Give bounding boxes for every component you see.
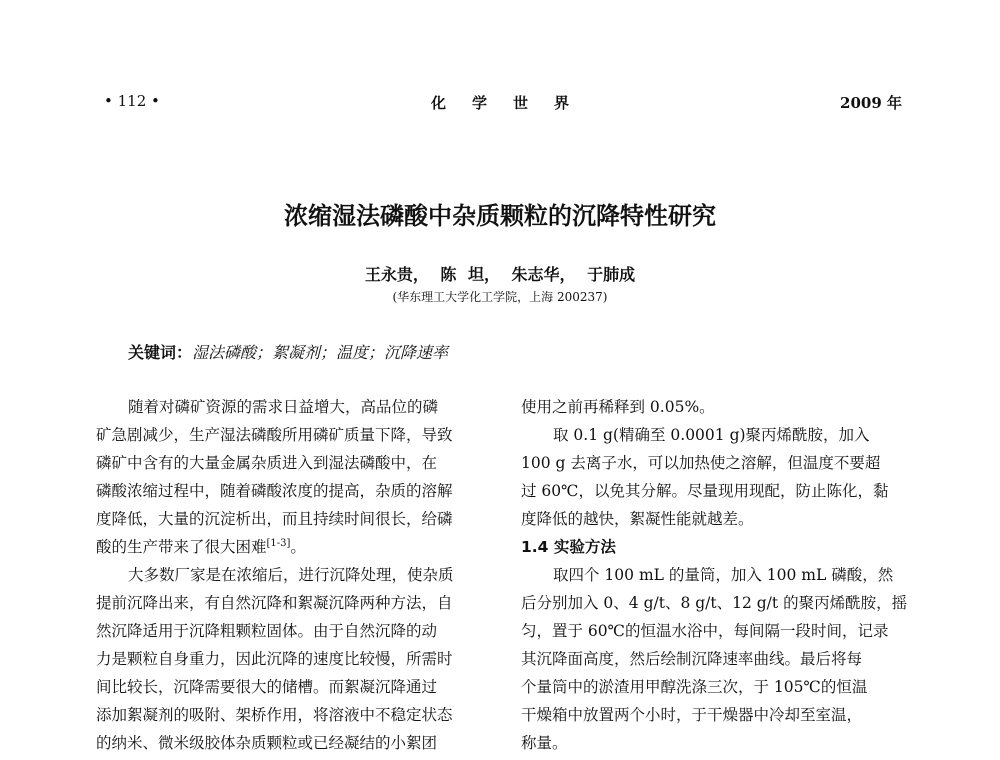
text-line: 矿急剧减少，生产湿法磷酸所用磷矿质量下降，导致 — [96, 426, 453, 444]
text-line: 大多数厂家是在浓缩后，进行沉降处理，使杂质 — [128, 566, 454, 584]
text-line: 干燥箱中放置两个小时，于干燥器中冷却至室温， — [521, 706, 863, 724]
paragraph-dilution — [521, 393, 906, 421]
text-line: 使用之前再稀释到 0.05%。 — [521, 398, 715, 416]
citation-ref: [1-3] — [266, 537, 291, 549]
left-column — [96, 393, 481, 757]
text-line: 添加絮凝剂的吸附、架桥作用，将溶液中不稳定状态 — [96, 706, 453, 724]
text-line: 的纳米、微米级胶体杂质颗粒或已经凝结的小絮团 — [96, 734, 438, 752]
text-line: 间比较长，沉降需要很大的储槽。而絮凝沉降通过 — [96, 678, 438, 696]
section-heading: 1.4 实验方法 — [521, 538, 616, 556]
affiliation: (华东理工大学化工学院，上海 200237) — [392, 290, 608, 304]
text-line: 100 g 去离子水，可以加热使之溶解，但温度不要超 — [521, 454, 881, 472]
page-number: • 112 • — [104, 92, 160, 110]
text-line: 提前沉降出来，有自然沉降和絮凝沉降两种方法，自 — [96, 594, 453, 612]
right-column — [521, 393, 906, 757]
text-line: 随着对磷矿资源的需求日益增大，高品位的磷 — [128, 398, 439, 416]
text-line: 取四个 100 mL 的量筒，加入 100 mL 磷酸，然 — [553, 566, 894, 584]
text-line: 然沉降适用于沉降粗颗粒固体。由于自然沉降的动 — [96, 622, 438, 640]
keywords — [128, 340, 448, 363]
paragraph-method — [521, 561, 906, 757]
article-title: 浓缩湿法磷酸中杂质颗粒的沉降特性研究 — [284, 202, 716, 230]
text-line: 后分别加入 0、4 g/t、8 g/t、12 g/t 的聚丙烯酰胺，摇 — [521, 594, 908, 612]
issue-year: 2009 年 — [840, 94, 902, 112]
text-line: 其沉降面高度，然后绘制沉降速率曲线。最后将每 — [521, 650, 863, 668]
keywords-text: 湿法磷酸；絮凝剂；温度；沉降速率 — [192, 343, 449, 362]
text-line: 过 60℃，以免其分解。尽量现用现配，防止陈化，黏 — [521, 482, 889, 500]
keywords-label: 关键词： — [128, 343, 193, 362]
text-line: 磷酸浓缩过程中，随着磷酸浓度的提高，杂质的溶解 — [96, 482, 453, 500]
text-segment: 。 — [290, 538, 306, 556]
text-line: 力是颗粒自身重力，因此沉降的速度比较慢，所需时 — [96, 650, 453, 668]
page-header — [0, 92, 1000, 114]
text-line: 称量。 — [521, 734, 568, 752]
text-line: 个量筒中的淤渣用甲醇洗涤三次，于 105℃的恒温 — [521, 678, 868, 696]
paragraph-reagent-prep — [521, 421, 906, 533]
text-line: 度降低的越快，絮凝性能就越差。 — [521, 510, 754, 528]
text-line-with-ref — [96, 533, 481, 561]
text-line: 取 0.1 g(精确至 0.0001 g)聚丙烯酰胺，加入 — [553, 426, 870, 444]
paragraph-intro-2 — [96, 561, 481, 757]
author-list: 王永贵， 陈 坦， 朱志华， 于肺成 — [364, 265, 636, 284]
text-line: 匀，置于 60℃的恒温水浴中，每间隔一段时间，记录 — [521, 622, 889, 640]
journal-name: 化学世界 — [430, 94, 595, 112]
text-segment: 酸的生产带来了很大困难 — [96, 538, 267, 556]
text-line: 磷矿中含有的大量金属杂质进入到湿法磷酸中，在 — [96, 454, 438, 472]
paragraph-intro-1 — [96, 393, 481, 561]
text-line: 度降低，大量的沉淀析出，而且持续时间很长，给磷 — [96, 510, 453, 528]
